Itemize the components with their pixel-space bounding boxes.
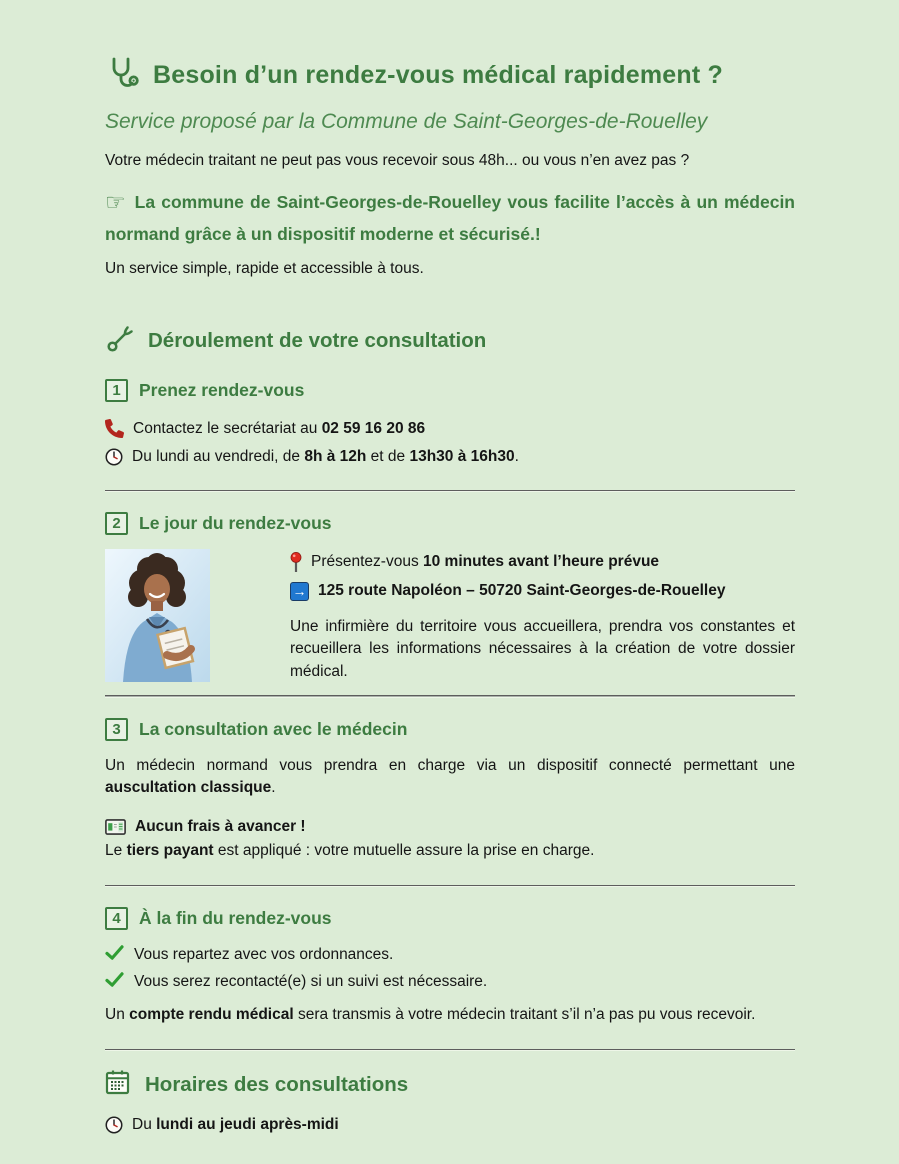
highlight-paragraph (105, 185, 795, 248)
step-2-content (105, 549, 795, 683)
step-1-heading (105, 379, 795, 402)
step-4-title: À la fin du rendez-vous (139, 908, 332, 929)
fees-text: Aucun frais à avancer ! (135, 817, 306, 835)
arrival-line (290, 551, 795, 573)
fees-line (105, 816, 795, 838)
section-divider (105, 885, 795, 888)
phone-icon (105, 419, 124, 438)
clock-icon (105, 1116, 123, 1134)
check-item (105, 945, 795, 965)
step-4-number-badge: 4 (105, 907, 128, 930)
address-line (290, 580, 795, 602)
step-2-heading (105, 512, 795, 535)
page-title: Besoin d’un rendez-vous médical rapidement ? (153, 61, 724, 89)
step-3-heading (105, 718, 795, 741)
check-item (105, 972, 795, 992)
highlight-text: La commune de Saint-Georges-de-Rouelley vous facilite l’accès à un médecin normand grâce à un dispositif moderne et sécurisé.! (105, 191, 795, 244)
check-icon (105, 945, 124, 965)
header (105, 55, 795, 96)
process-section-heading (105, 324, 795, 359)
step-2-number-badge: 2 (105, 512, 128, 535)
health-card-icon (105, 819, 126, 835)
check-text: Vous repartez avec vos ordonnances. (134, 946, 394, 964)
step-3-number-badge: 3 (105, 718, 128, 741)
section-divider (105, 1049, 795, 1052)
step-2-text (290, 549, 795, 683)
step-2-title: Le jour du rendez-vous (139, 513, 332, 534)
calendar-icon (105, 1069, 132, 1101)
check-icon (105, 972, 124, 992)
phone-line-text: Contactez le secrétariat au 02 59 16 20 86 (133, 419, 426, 437)
tagline: Un service simple, rapide et accessible à tous. (105, 259, 424, 277)
process-heading: Déroulement de votre consultation (148, 329, 487, 353)
hours-section-heading (105, 1069, 795, 1101)
section-divider (105, 490, 795, 493)
step-4-heading (105, 907, 795, 930)
stethoscope-icon (105, 55, 141, 96)
intro-question: Votre médecin traitant ne peut pas vous recevoir sous 48h... ou vous n’en avez pas ? (105, 152, 690, 169)
opening-hours-text: Du lundi au vendredi, de 8h à 12h et de 13h30 à 16h30. (132, 448, 519, 466)
arrival-text: Présentez-vous 10 minutes avant l’heure prévue (311, 553, 660, 571)
phone-line (105, 418, 795, 440)
section-divider (105, 695, 795, 698)
address-text: 125 route Napoléon – 50720 Saint-Georges-de-Rouelley (318, 582, 726, 600)
step-1-title: Prenez rendez-vous (139, 379, 305, 400)
step-4-paragraph: Un compte rendu médical sera transmis à votre médecin traitant s’il n’a pas pu vous recevoir. (105, 1006, 756, 1024)
stethoscope-diagonal-icon (105, 324, 135, 359)
tiers-payant-line: Le tiers payant est appliqué : votre mutuelle assure la prise en charge. (105, 842, 595, 860)
step-2-paragraph: Une infirmière du territoire vous accueillera, prendra vos constantes et recueillera les informations nécessaires à la création de votre dossier médical. (290, 617, 795, 680)
hours-text: Du lundi au jeudi après-midi (132, 1116, 339, 1134)
opening-hours-line (105, 446, 795, 468)
nurse-photo (105, 549, 210, 682)
step-3-paragraph: Un médecin normand vous prendra en charge via un dispositif connecté permettant une auscultation classique. (105, 756, 795, 797)
hours-heading: Horaires des consultations (145, 1073, 409, 1097)
right-arrow-icon: → (290, 582, 309, 601)
pin-icon (290, 552, 302, 573)
clock-icon (105, 448, 123, 466)
hours-line (105, 1114, 795, 1136)
check-text: Vous serez recontacté(e) si un suivi est nécessaire. (134, 973, 488, 991)
step-3-title: La consultation avec le médecin (139, 718, 408, 739)
step-1-number-badge: 1 (105, 379, 128, 402)
subtitle: Service proposé par la Commune de Saint-Georges-de-Rouelley (105, 110, 708, 133)
pointing-hand-icon: ☞ (105, 188, 126, 215)
